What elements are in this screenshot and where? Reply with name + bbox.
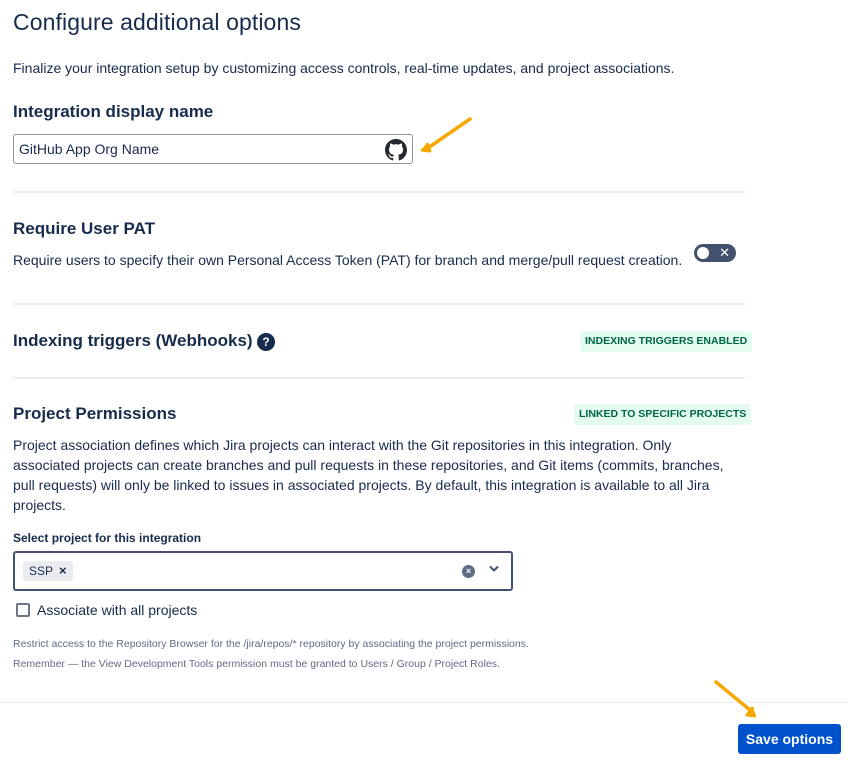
annotation-arrow-icon — [418, 116, 474, 156]
chevron-down-icon[interactable] — [488, 563, 500, 575]
project-chip — [23, 561, 73, 581]
clear-selection-icon[interactable]: × — [462, 565, 475, 578]
project-select-label: Select project for this integration — [13, 531, 202, 545]
indexing-heading: Indexing triggers (Webhooks) — [13, 331, 253, 350]
section-divider — [13, 303, 745, 305]
annotation-arrow-icon — [712, 678, 760, 720]
user-pat-toggle[interactable] — [694, 244, 736, 262]
associate-all-checkbox[interactable] — [16, 603, 30, 617]
user-pat-description: Require users to specify their own Personal Access Token (PAT) for branch and merge/pull request creation. — [13, 252, 683, 268]
display-name-field[interactable] — [13, 134, 413, 164]
associate-all-label[interactable]: Associate with all projects — [37, 602, 198, 618]
page-title: Configure additional options — [13, 9, 301, 35]
page-intro: Finalize your integration setup by customizing access controls, real-time updates, and project associations. — [13, 60, 675, 76]
save-options-button[interactable]: Save options — [738, 724, 841, 754]
project-select[interactable] — [13, 551, 513, 591]
permissions-heading: Project Permissions — [13, 404, 177, 423]
display-name-heading: Integration display name — [13, 102, 214, 121]
permissions-status-badge: LINKED TO SPECIFIC PROJECTS — [574, 404, 751, 425]
toggle-knob — [697, 247, 709, 259]
permissions-description: Project association defines which Jira projects can interact with the Git repositories in this integration. Only associated projects can create branches and pull requests in these repositories, and Git items (commits, branches, pull requests) will only be linked to issues in associated projects. By default, this integration is available to all Jira projects. — [13, 437, 724, 513]
help-icon[interactable]: ? — [257, 333, 275, 351]
chip-remove-icon[interactable]: × — [59, 563, 67, 578]
permissions-note-1: Restrict access to the Repository Browser for the /jira/repos/* repository by associating the project permissions. — [13, 638, 529, 650]
section-divider — [13, 377, 745, 379]
project-chip-label: SSP — [29, 564, 54, 578]
display-name-input[interactable] — [14, 135, 384, 163]
indexing-status-badge: INDEXING TRIGGERS ENABLED — [580, 331, 752, 352]
github-icon — [385, 139, 407, 161]
section-divider — [13, 191, 745, 193]
permissions-note-2: Remember — the View Development Tools permission must be granted to Users / Group / Project Roles. — [13, 658, 500, 670]
user-pat-heading: Require User PAT — [13, 219, 156, 238]
toggle-off-icon: ✕ — [719, 245, 730, 260]
